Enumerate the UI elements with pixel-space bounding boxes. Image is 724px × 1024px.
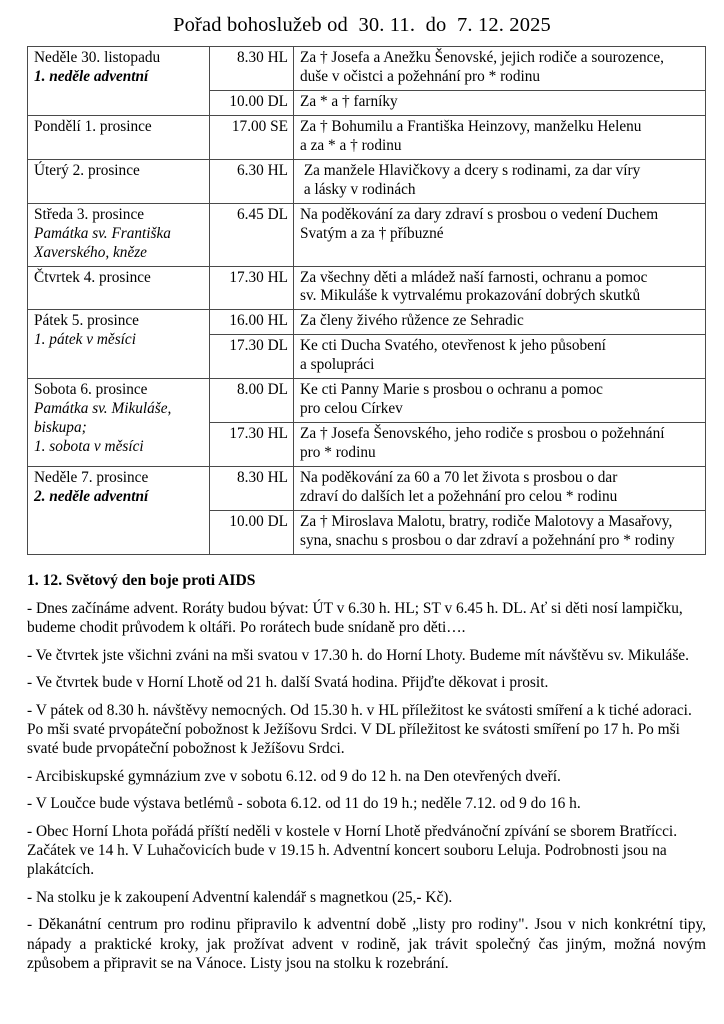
schedule-day-note: 1. sobota v měsíci <box>34 438 144 456</box>
notice-item: - Obec Horní Lhota pořádá příští neděli v kostele v Horní Lhotě předvánoční zpívání se sborem Bratřícci. Začátek ve 14 h. V Luhačovicích bude v 19.15 h. Adventní koncert souboru Leluja. Podrobnosti jsou na plakátcích. <box>27 822 678 879</box>
schedule-day-name: Úterý 2. prosince <box>34 161 140 179</box>
schedule-intention-line: Za † Bohumilu a Františka Heinzovy, manželku Helenu <box>300 117 642 135</box>
schedule-intention-cell <box>294 511 706 555</box>
schedule-time-cell: 17.30 HL <box>210 266 294 310</box>
schedule-time-cell: 10.00 DL <box>210 511 294 555</box>
schedule-intention-cell <box>294 423 706 467</box>
schedule-day-cell <box>28 266 210 310</box>
schedule-day-name: Sobota 6. prosince <box>34 381 148 399</box>
schedule-time-cell: 8.30 HL <box>210 47 294 91</box>
schedule-day-note: 2. neděle adventní <box>34 488 149 506</box>
table-row <box>28 467 706 511</box>
schedule-intention-line: pro * rodinu <box>300 444 376 462</box>
schedule-intention-cell <box>294 115 706 159</box>
schedule-day-name: Pondělí 1. prosince <box>34 117 152 135</box>
schedule-day-name: Středa 3. prosince <box>34 205 145 223</box>
schedule-day-note: Památka sv. Mikuláše, <box>34 400 172 418</box>
notices-heading: 1. 12. Světový den boje proti AIDS <box>27 571 256 589</box>
schedule-intention-line: Za manžele Hlavičkovy a dcery s rodinami, za dar víry <box>300 161 641 179</box>
notice-item: - Arcibiskupské gymnázium zve v sobotu 6.12. od 9 do 12 h. na Den otevřených dveří. <box>27 767 561 785</box>
schedule-intention-cell <box>294 203 706 266</box>
schedule-intention-line: Na poděkování za 60 a 70 let života s prosbou o dar <box>300 469 618 487</box>
table-row <box>28 115 706 159</box>
schedule-time-cell: 6.30 HL <box>210 159 294 203</box>
schedule-day-name: Čtvrtek 4. prosince <box>34 268 151 286</box>
schedule-intention-line: zdraví do dalších let a požehnání pro celou * rodinu <box>300 488 618 506</box>
schedule-time-cell: 8.00 DL <box>210 379 294 423</box>
schedule-day-note: Xaverského, kněze <box>34 243 147 261</box>
schedule-day-note: Památka sv. Františka <box>34 224 171 242</box>
schedule-day-note: 1. neděle adventní <box>34 67 149 85</box>
schedule-intention-cell <box>294 379 706 423</box>
page-title: Pořad bohoslužeb od 30. 11. do 7. 12. 2025 <box>173 14 551 36</box>
schedule-intention-line: Za † Miroslava Malotu, bratry, rodiče Malotovy a Masařovy, <box>300 513 673 531</box>
notices-section <box>0 572 724 974</box>
schedule-day-name: Pátek 5. prosince <box>34 312 139 330</box>
schedule-intention-line: Za všechny děti a mládež naší farnosti, ochranu a pomoc <box>300 268 648 286</box>
schedule-intention-cell <box>294 266 706 310</box>
schedule-time-cell: 10.00 DL <box>210 90 294 115</box>
schedule-intention-line: Za † Josefa a Anežku Šenovské, jejich rodiče a sourozence, <box>300 49 665 66</box>
table-row <box>28 47 706 91</box>
schedule-time-cell: 17.00 SE <box>210 115 294 159</box>
schedule-intention-cell <box>294 467 706 511</box>
schedule-intention-line: Za * a † farníky <box>300 92 398 110</box>
schedule-day-note: 1. pátek v měsíci <box>34 331 136 349</box>
notice-item: - Děkanátní centrum pro rodinu připravilo k adventní době „listy pro rodiny". Jsou v nich konkrétní tipy, nápady a praktické kroky, jak prožívat advent v rodině, jak trávit společný čas jiným, možná novým způsobem a připravit se na Vánoce. Listy jsou na stolku k rozebrání. <box>27 916 706 973</box>
schedule-day-cell <box>28 310 210 379</box>
schedule-body <box>28 47 706 555</box>
schedule-intention-cell <box>294 335 706 379</box>
notice-item: - Ve čtvrtek jste všichni zváni na mši svatou v 17.30 h. do Horní Lhoty. Budeme mít návštěvu sv. Mikuláše. <box>27 646 689 664</box>
notices-list <box>27 599 706 974</box>
schedule-time-cell: 8.30 HL <box>210 467 294 511</box>
schedule-intention-cell <box>294 90 706 115</box>
notice-item: - Na stolku je k zakoupení Adventní kalendář s magnetkou (25,- Kč). <box>27 888 453 906</box>
schedule-day-cell <box>28 115 210 159</box>
notice-item: - V pátek od 8.30 h. návštěvy nemocných. Od 15.30 h. v HL příležitost ke svátosti smíření a k tiché adoraci. Po mši svaté prvopáteční pobožnost k Ježíšovu Srdci. V DL příležitost ke svátosti smíření po 17 h. Po mši svaté bude prvopáteční pobožnost k Ježíšovu Srdci. <box>27 701 692 758</box>
schedule-time-cell: 17.30 DL <box>210 335 294 379</box>
schedule-day-name: Neděle 30. listopadu <box>34 49 161 66</box>
schedule-day-cell <box>28 379 210 467</box>
schedule-table-container <box>0 46 724 555</box>
schedule-intention-cell <box>294 159 706 203</box>
table-row <box>28 266 706 310</box>
notice-item: - Ve čtvrtek bude v Horní Lhotě od 21 h. další Svatá hodina. Přijďte děkovat i prosit. <box>27 674 549 692</box>
schedule-day-cell <box>28 467 210 555</box>
table-row <box>28 379 706 423</box>
schedule-time-cell: 17.30 HL <box>210 423 294 467</box>
schedule-time-cell: 16.00 HL <box>210 310 294 335</box>
schedule-day-cell <box>28 159 210 203</box>
schedule-day-cell <box>28 203 210 266</box>
schedule-intention-line: duše v očistci a požehnání pro * rodinu <box>300 67 541 85</box>
table-row <box>28 203 706 266</box>
schedule-intention-line: Ke cti Panny Marie s prosbou o ochranu a pomoc <box>300 381 603 399</box>
schedule-intention-cell <box>294 310 706 335</box>
notice-item: - V Loučce bude výstava betlémů - sobota 6.12. od 11 do 19 h.; neděle 7.12. od 9 do 16 h. <box>27 795 581 813</box>
schedule-intention-line: Svatým a za † příbuzné <box>300 224 444 242</box>
schedule-time-cell: 6.45 DL <box>210 203 294 266</box>
schedule-intention-cell <box>294 47 706 91</box>
table-row <box>28 159 706 203</box>
schedule-intention-line: a lásky v rodinách <box>300 180 416 198</box>
schedule-intention-line: sv. Mikuláše k vytrvalému prokazování dobrých skutků <box>300 287 641 305</box>
schedule-intention-line: Za † Josefa Šenovského, jeho rodiče s prosbou o požehnání <box>300 425 665 443</box>
table-row <box>28 310 706 335</box>
schedule-intention-line: pro celou Církev <box>300 400 403 418</box>
schedule-intention-line: a za * a † rodinu <box>300 136 402 154</box>
schedule-day-cell <box>28 47 210 116</box>
mass-schedule-table <box>27 46 706 555</box>
schedule-intention-line: Za členy živého růžence ze Sehradic <box>300 312 524 330</box>
schedule-intention-line: Na poděkování za dary zdraví s prosbou o vedení Duchem <box>300 205 659 223</box>
schedule-intention-line: syna, snachu s prosbou o dar zdraví a požehnání pro * rodiny <box>300 531 675 549</box>
schedule-intention-line: Ke cti Ducha Svatého, otevřenost k jeho působení <box>300 337 606 355</box>
schedule-day-name: Neděle 7. prosince <box>34 469 149 487</box>
schedule-day-note: biskupa; <box>34 419 87 437</box>
schedule-intention-line: a spolupráci <box>300 356 375 374</box>
notice-item: - Dnes začínáme advent. Roráty budou bývat: ÚT v 6.30 h. HL; ST v 6.45 h. DL. Ať si děti nosí lampičku, budeme chodit průvodem k oltáři. Po rorátech bude snídaně pro děti…. <box>27 599 683 637</box>
